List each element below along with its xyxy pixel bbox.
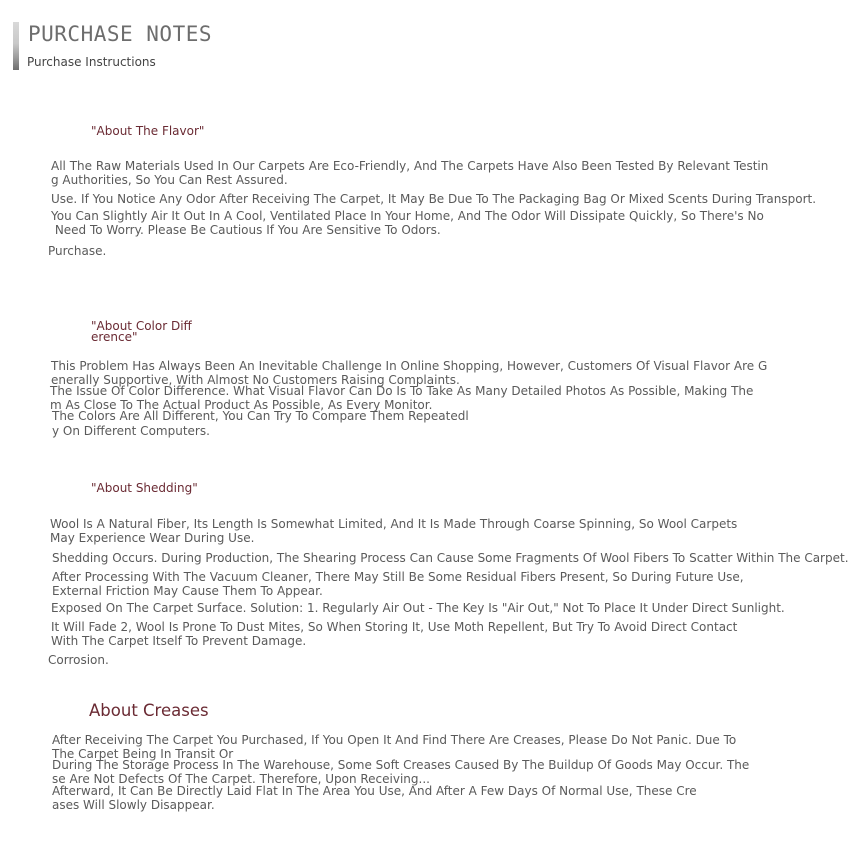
text-line: Use. If You Notice Any Odor After Receiving The Carpet, It May Be Due To The Packaging Bag Or Mixed Scents During Transport. xyxy=(51,192,817,206)
text-line: With The Carpet Itself To Prevent Damage. xyxy=(51,634,307,648)
text-line: This Problem Has Always Been An Inevitable Challenge In Online Shopping, However, Customers Of Visual Flavor Are G xyxy=(51,359,768,373)
section-heading-flavor: "About The Flavor" xyxy=(91,124,205,138)
text-line: During The Storage Process In The Warehouse, Some Soft Creases Caused By The Buildup Of Goods May Occur. The xyxy=(52,758,750,772)
text-line: Purchase. xyxy=(48,244,107,258)
text-line: External Friction May Cause Them To Appear. xyxy=(52,584,323,598)
text-line: You Can Slightly Air It Out In A Cool, Ventilated Place In Your Home, And The Odor Will Dissipate Quickly, So There's No xyxy=(51,209,764,223)
text-line: enerally Supportive, With Almost No Customers Raising Complaints. xyxy=(51,373,460,387)
text-line: The Issue Of Color Difference. What Visual Flavor Can Do Is To Take As Many Detailed Photos As Possible, Making The xyxy=(50,384,754,398)
text-line: se Are Not Defects Of The Carpet. Therefore, Upon Receiving... xyxy=(52,772,430,786)
page-subtitle: Purchase Instructions xyxy=(27,55,156,69)
header-accent-bar xyxy=(13,22,19,70)
section-heading-shedding: "About Shedding" xyxy=(91,481,198,495)
text-line: The Colors Are All Different, You Can Try To Compare Them Repeatedl xyxy=(52,409,469,423)
text-line: After Receiving The Carpet You Purchased, If You Open It And Find There Are Creases, Please Do Not Panic. Due To xyxy=(52,733,737,747)
text-line: Exposed On The Carpet Surface. Solution: 1. Regularly Air Out - The Key Is "Air Out," Not To Place It Under Direct Sunlight. xyxy=(51,601,785,615)
text-line: May Experience Wear During Use. xyxy=(50,531,255,545)
text-line: All The Raw Materials Used In Our Carpets Are Eco-Friendly, And The Carpets Have Also Been Tested By Relevant Testin xyxy=(51,159,769,173)
text-line: After Processing With The Vacuum Cleaner, There May Still Be Some Residual Fibers Present, So During Future Use, xyxy=(52,570,744,584)
text-line: The Carpet Being In Transit Or xyxy=(52,747,234,761)
text-line: Afterward, It Can Be Directly Laid Flat In The Area You Use, And After A Few Days Of Normal Use, These Cre xyxy=(52,784,697,798)
text-line: It Will Fade 2, Wool Is Prone To Dust Mites, So When Storing It, Use Moth Repellent, But Try To Avoid Direct Contact xyxy=(51,620,738,634)
text-line: Shedding Occurs. During Production, The Shearing Process Can Cause Some Fragments Of Wool Fibers To Scatter Within The Carpet. xyxy=(52,551,849,565)
text-line: Wool Is A Natural Fiber, Its Length Is Somewhat Limited, And It Is Made Through Coarse Spinning, So Wool Carpets xyxy=(50,517,738,531)
text-line: Need To Worry. Please Be Cautious If You Are Sensitive To Odors. xyxy=(51,223,441,237)
text-line: y On Different Computers. xyxy=(52,424,210,438)
text-line: Corrosion. xyxy=(48,653,109,667)
page-title: PURCHASE NOTES xyxy=(28,22,213,46)
text-line: m As Close To The Actual Product As Possible, As Every Monitor. xyxy=(50,398,433,412)
section-heading-creases: About Creases xyxy=(89,701,209,720)
text-line: g Authorities, So You Can Rest Assured. xyxy=(51,173,288,187)
section-heading-color-line2: erence" xyxy=(91,330,138,344)
section-heading-color-line1: "About Color Diff xyxy=(91,319,192,333)
text-line: ases Will Slowly Disappear. xyxy=(52,798,215,812)
